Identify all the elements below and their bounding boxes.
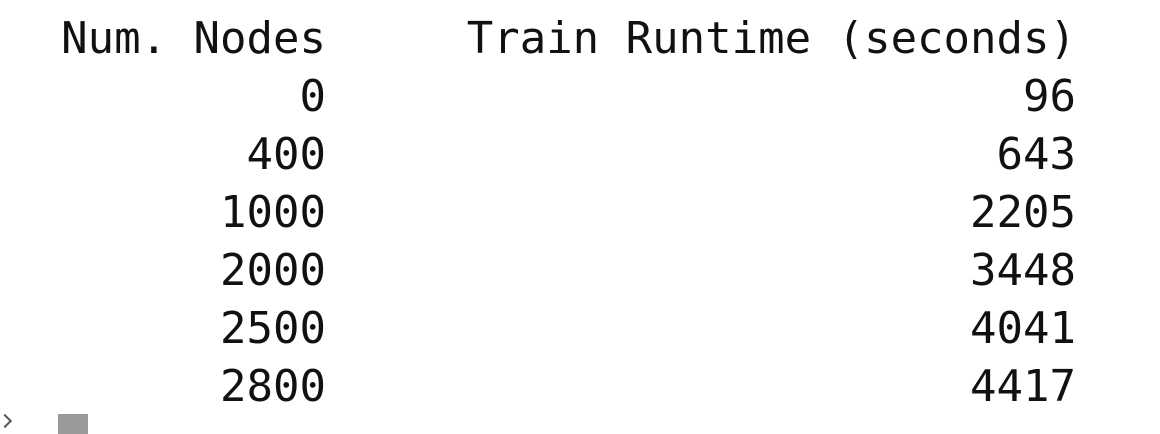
table-row: [28, 242, 1076, 300]
header-train-runtime: Train Runtime (seconds): [466, 13, 1076, 64]
table-row: [28, 358, 1076, 416]
cell-num-nodes: 1000: [220, 187, 326, 238]
table-row: [28, 126, 1076, 184]
table-row: [28, 300, 1076, 358]
output-table: [28, 10, 1076, 416]
prompt-line[interactable]: [0, 412, 1160, 434]
header-num-nodes: Num. Nodes: [61, 13, 326, 64]
cell-train-runtime: 4417: [970, 361, 1076, 412]
table-row: [28, 68, 1076, 126]
cell-train-runtime: 643: [996, 129, 1076, 180]
cell-train-runtime: 4041: [970, 303, 1076, 354]
table-header-row: [28, 10, 1076, 68]
text-cursor[interactable]: [58, 414, 88, 434]
cell-num-nodes: 0: [299, 71, 326, 122]
prompt-chevron-icon: [0, 414, 12, 428]
cell-num-nodes: 400: [246, 129, 326, 180]
cell-num-nodes: 2800: [220, 361, 326, 412]
cell-num-nodes: 2000: [220, 245, 326, 296]
cell-train-runtime: 2205: [970, 187, 1076, 238]
cell-train-runtime: 3448: [970, 245, 1076, 296]
cell-train-runtime: 96: [1023, 71, 1076, 122]
cell-num-nodes: 2500: [220, 303, 326, 354]
table-row: [28, 184, 1076, 242]
